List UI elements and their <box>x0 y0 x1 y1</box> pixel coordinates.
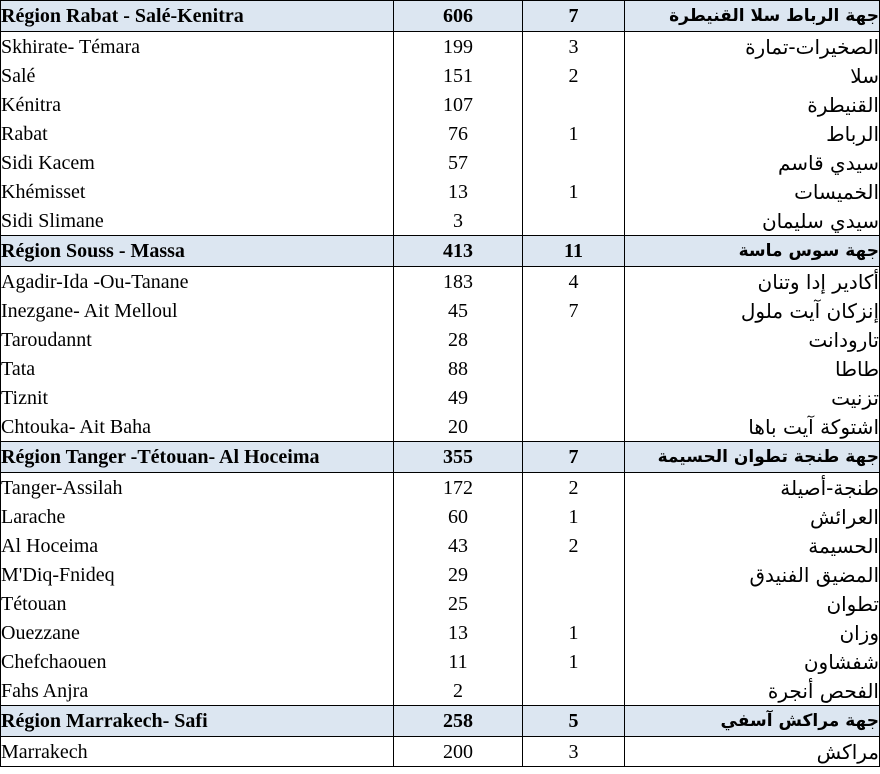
table-row <box>1 473 880 503</box>
province-count: 13 <box>394 618 523 647</box>
province-count-secondary: 1 <box>523 119 625 148</box>
table-row <box>1 589 880 618</box>
province-name-fr: Rabat <box>1 119 394 148</box>
table-row <box>1 354 880 383</box>
province-name-ar: أكادير إدا وتنان <box>625 267 880 297</box>
province-count: 43 <box>394 531 523 560</box>
region-header-row <box>1 706 880 737</box>
province-name-ar: المضيق الفنيدق <box>625 560 880 589</box>
province-count-secondary: 2 <box>523 61 625 90</box>
province-count: 76 <box>394 119 523 148</box>
region-header-row <box>1 1 880 32</box>
table-row <box>1 296 880 325</box>
table-row <box>1 90 880 119</box>
table-row <box>1 502 880 531</box>
province-name-ar: اشتوكة آيت باها <box>625 412 880 442</box>
province-name-fr: M'Diq-Fnideq <box>1 560 394 589</box>
table-body <box>1 1 880 767</box>
province-count: 107 <box>394 90 523 119</box>
table-row <box>1 325 880 354</box>
province-name-fr: Chefchaouen <box>1 647 394 676</box>
province-count-secondary: 1 <box>523 502 625 531</box>
province-name-ar: الصخيرات-تمارة <box>625 32 880 62</box>
table-row <box>1 206 880 236</box>
province-count-secondary <box>523 676 625 706</box>
province-name-fr: Sidi Slimane <box>1 206 394 236</box>
province-name-fr: Fahs Anjra <box>1 676 394 706</box>
province-count-secondary: 4 <box>523 267 625 297</box>
province-count: 60 <box>394 502 523 531</box>
province-count: 88 <box>394 354 523 383</box>
province-name-fr: Ouezzane <box>1 618 394 647</box>
province-name-fr: Tiznit <box>1 383 394 412</box>
province-name-fr: Agadir-Ida -Ou-Tanane <box>1 267 394 297</box>
province-name-ar: تارودانت <box>625 325 880 354</box>
province-name-fr: Sidi Kacem <box>1 148 394 177</box>
province-count-secondary <box>523 148 625 177</box>
province-name-ar: إنزكان آيت ملول <box>625 296 880 325</box>
table-row <box>1 618 880 647</box>
table-row <box>1 177 880 206</box>
table-row <box>1 647 880 676</box>
table-row <box>1 676 880 706</box>
province-count-secondary <box>523 90 625 119</box>
region-header-row <box>1 442 880 473</box>
region-count: 258 <box>394 706 523 737</box>
province-count-secondary <box>523 412 625 442</box>
province-name-fr: Kénitra <box>1 90 394 119</box>
table-row <box>1 148 880 177</box>
table-row <box>1 412 880 442</box>
province-name-ar: العرائش <box>625 502 880 531</box>
region-count-secondary: 7 <box>523 442 625 473</box>
province-count: 151 <box>394 61 523 90</box>
province-count-secondary <box>523 354 625 383</box>
region-count-secondary: 5 <box>523 706 625 737</box>
province-count-secondary: 1 <box>523 177 625 206</box>
province-count-secondary <box>523 589 625 618</box>
region-count: 355 <box>394 442 523 473</box>
region-name-fr: Région Rabat - Salé-Kenitra <box>1 1 394 32</box>
table-row <box>1 32 880 62</box>
province-name-ar: سلا <box>625 61 880 90</box>
province-count-secondary: 3 <box>523 32 625 62</box>
region-name-ar: جهة الرباط سلا القنيطرة <box>625 1 880 32</box>
province-count: 45 <box>394 296 523 325</box>
table-row <box>1 383 880 412</box>
province-name-ar: القنيطرة <box>625 90 880 119</box>
province-name-fr: Chtouka- Ait Baha <box>1 412 394 442</box>
region-name-fr: Région Marrakech- Safi <box>1 706 394 737</box>
province-name-fr: Taroudannt <box>1 325 394 354</box>
province-name-fr: Skhirate- Témara <box>1 32 394 62</box>
province-name-ar: شفشاون <box>625 647 880 676</box>
province-name-ar: الخميسات <box>625 177 880 206</box>
table-row <box>1 531 880 560</box>
province-name-ar: طاطا <box>625 354 880 383</box>
table-row <box>1 61 880 90</box>
region-count-secondary: 11 <box>523 236 625 267</box>
province-count: 200 <box>394 737 523 767</box>
province-count: 25 <box>394 589 523 618</box>
province-count-secondary: 2 <box>523 473 625 503</box>
province-count-secondary: 7 <box>523 296 625 325</box>
province-count: 49 <box>394 383 523 412</box>
province-count: 3 <box>394 206 523 236</box>
province-count-secondary <box>523 560 625 589</box>
province-name-fr: Khémisset <box>1 177 394 206</box>
province-count-secondary: 2 <box>523 531 625 560</box>
province-name-ar: طنجة-أصيلة <box>625 473 880 503</box>
province-name-fr: Larache <box>1 502 394 531</box>
province-count: 11 <box>394 647 523 676</box>
region-name-fr: Région Souss - Massa <box>1 236 394 267</box>
province-count: 172 <box>394 473 523 503</box>
province-count-secondary: 1 <box>523 647 625 676</box>
province-name-ar: الرباط <box>625 119 880 148</box>
province-count-secondary: 3 <box>523 737 625 767</box>
region-count: 413 <box>394 236 523 267</box>
region-name-ar: جهة طنجة تطوان الحسيمة <box>625 442 880 473</box>
region-count: 606 <box>394 1 523 32</box>
province-name-ar: سيدي سليمان <box>625 206 880 236</box>
table-row <box>1 119 880 148</box>
province-count: 20 <box>394 412 523 442</box>
province-name-fr: Tanger-Assilah <box>1 473 394 503</box>
province-count: 28 <box>394 325 523 354</box>
province-name-fr: Inezgane- Ait Melloul <box>1 296 394 325</box>
province-count: 183 <box>394 267 523 297</box>
province-count-secondary <box>523 325 625 354</box>
province-count-secondary <box>523 206 625 236</box>
province-name-fr: Al Hoceima <box>1 531 394 560</box>
table-row <box>1 267 880 297</box>
region-name-fr: Région Tanger -Tétouan- Al Hoceima <box>1 442 394 473</box>
region-name-ar: جهة سوس ماسة <box>625 236 880 267</box>
province-count: 29 <box>394 560 523 589</box>
province-count-secondary <box>523 383 625 412</box>
province-name-ar: الفحص أنجرة <box>625 676 880 706</box>
province-name-fr: Tétouan <box>1 589 394 618</box>
province-count: 2 <box>394 676 523 706</box>
province-name-fr: Marrakech <box>1 737 394 767</box>
province-name-ar: تزنيت <box>625 383 880 412</box>
province-name-ar: مراكش <box>625 737 880 767</box>
province-name-fr: Salé <box>1 61 394 90</box>
region-count-secondary: 7 <box>523 1 625 32</box>
region-name-ar: جهة مراكش آسفي <box>625 706 880 737</box>
province-name-fr: Tata <box>1 354 394 383</box>
province-count: 199 <box>394 32 523 62</box>
province-count: 57 <box>394 148 523 177</box>
table-row <box>1 737 880 767</box>
province-name-ar: الحسيمة <box>625 531 880 560</box>
province-name-ar: وزان <box>625 618 880 647</box>
region-header-row <box>1 236 880 267</box>
table-row <box>1 560 880 589</box>
province-name-ar: تطوان <box>625 589 880 618</box>
province-name-ar: سيدي قاسم <box>625 148 880 177</box>
province-count-secondary: 1 <box>523 618 625 647</box>
province-count: 13 <box>394 177 523 206</box>
